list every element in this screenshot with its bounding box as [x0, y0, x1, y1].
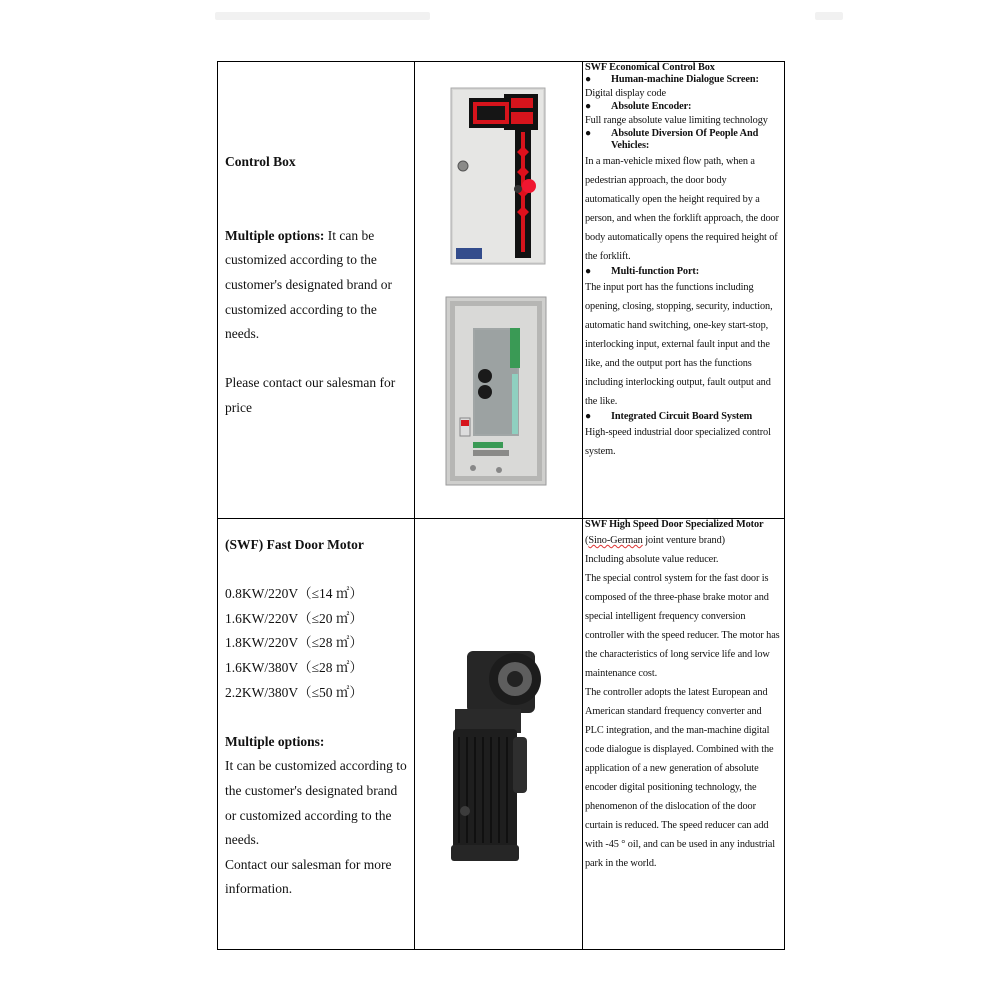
- motor-spec: 1.8KW/220V（≤28 ㎡）: [225, 635, 363, 651]
- control-box-title: Control Box: [225, 154, 296, 169]
- motor-image: [415, 519, 583, 944]
- control-box-contact: Please contact our salesman for price: [225, 375, 396, 415]
- bullet-item: ● Integrated Circuit Board System: [585, 411, 753, 422]
- motor-heading: SWF High Speed Door Specialized Motor: [585, 519, 764, 530]
- motor-paragraph: The special control system for the fast door is composed of the three-phase brake motor and special intelligent frequency conversion controller with the speed reducer. The motor has the characteristics of long service life and low maintenance cost.: [585, 573, 780, 679]
- bullet-dot-icon: ●: [585, 101, 592, 112]
- control-box-row: [218, 62, 785, 519]
- bullet-dot-icon: ●: [585, 128, 592, 139]
- control-box-details: [583, 62, 785, 519]
- faded-header: [215, 4, 775, 28]
- bullet-item: ● Absolute Diversion Of People And Vehicles:: [585, 128, 759, 151]
- control-box-summary: [218, 62, 415, 519]
- bullet-text: High-speed industrial door specialized control system.: [585, 427, 771, 457]
- control-box-photos: [415, 62, 583, 513]
- motor-details: [583, 519, 785, 950]
- motor-paragraph: The controller adopts the latest European and American standard frequency converter and PLC integration, and the man-machine digital code dialogue is displayed. Combined with the application of a new generation of absolute encoder digital positioning technology, the phenomenon of the dislocation of the door curtain is reduced. The speed reducer can add with -45 ° oil, and can be used in any industrial park in the world.: [585, 687, 775, 869]
- bullet-text: Full range absolute value limiting technology: [585, 115, 768, 126]
- control-box-closed-image: [451, 88, 545, 264]
- motor-title: (SWF) Fast Door Motor: [225, 537, 364, 552]
- control-box-heading: SWF Economical Control Box: [585, 62, 715, 73]
- motor-spec: 1.6KW/380V（≤28 ㎡）: [225, 659, 363, 675]
- control-box-open-image: [446, 297, 546, 485]
- motor-image-cell: [415, 519, 583, 950]
- motor-options-text: It can be customized according to the customer's designated brand or customized according to the needs.: [225, 758, 407, 848]
- bullet-text: In a man-vehicle mixed flow path, when a pedestrian approach, the door body automatically open the height required by a person, and when the forklift approach, the door body automatically opens the required height of the forklift.: [585, 156, 779, 262]
- motor-summary: [218, 519, 415, 950]
- motor-brand: (Sino-German joint venture brand): [585, 535, 725, 546]
- motor-reducer-note: Including absolute value reducer.: [585, 554, 719, 565]
- motor-spec: 1.6KW/220V（≤20 ㎡）: [225, 610, 363, 626]
- motor-row: [218, 519, 785, 950]
- motor-spec: 2.2KW/380V（≤50 ㎡）: [225, 684, 363, 700]
- bullet-text: Digital display code: [585, 88, 666, 99]
- product-spec-table: [217, 61, 785, 950]
- bullet-item: ● Human-machine Dialogue Screen:: [585, 74, 759, 85]
- bullet-item: ● Multi-function Port:: [585, 266, 700, 277]
- motor-options-label: Multiple options:: [225, 733, 325, 749]
- bullet-dot-icon: ●: [585, 266, 592, 277]
- bullet-dot-icon: ●: [585, 411, 592, 422]
- bullet-item: ● Absolute Encoder:: [585, 101, 692, 112]
- bullet-dot-icon: ●: [585, 74, 592, 85]
- control-box-images: [415, 62, 583, 519]
- bullet-text: The input port has the functions including opening, closing, stopping, security, induction, automatic hand switching, one-key start-stop, interlocking input, external fault input and the like, and the output port has the functions including interlocking output, fault output and the like.: [585, 282, 773, 407]
- control-box-options: Multiple options: It can be customized according to the customer's designated brand or customized according to the needs.: [225, 227, 393, 342]
- motor-contact: Contact our salesman for more information.: [225, 856, 392, 897]
- motor-spec: 0.8KW/220V（≤14 ㎡）: [225, 586, 363, 602]
